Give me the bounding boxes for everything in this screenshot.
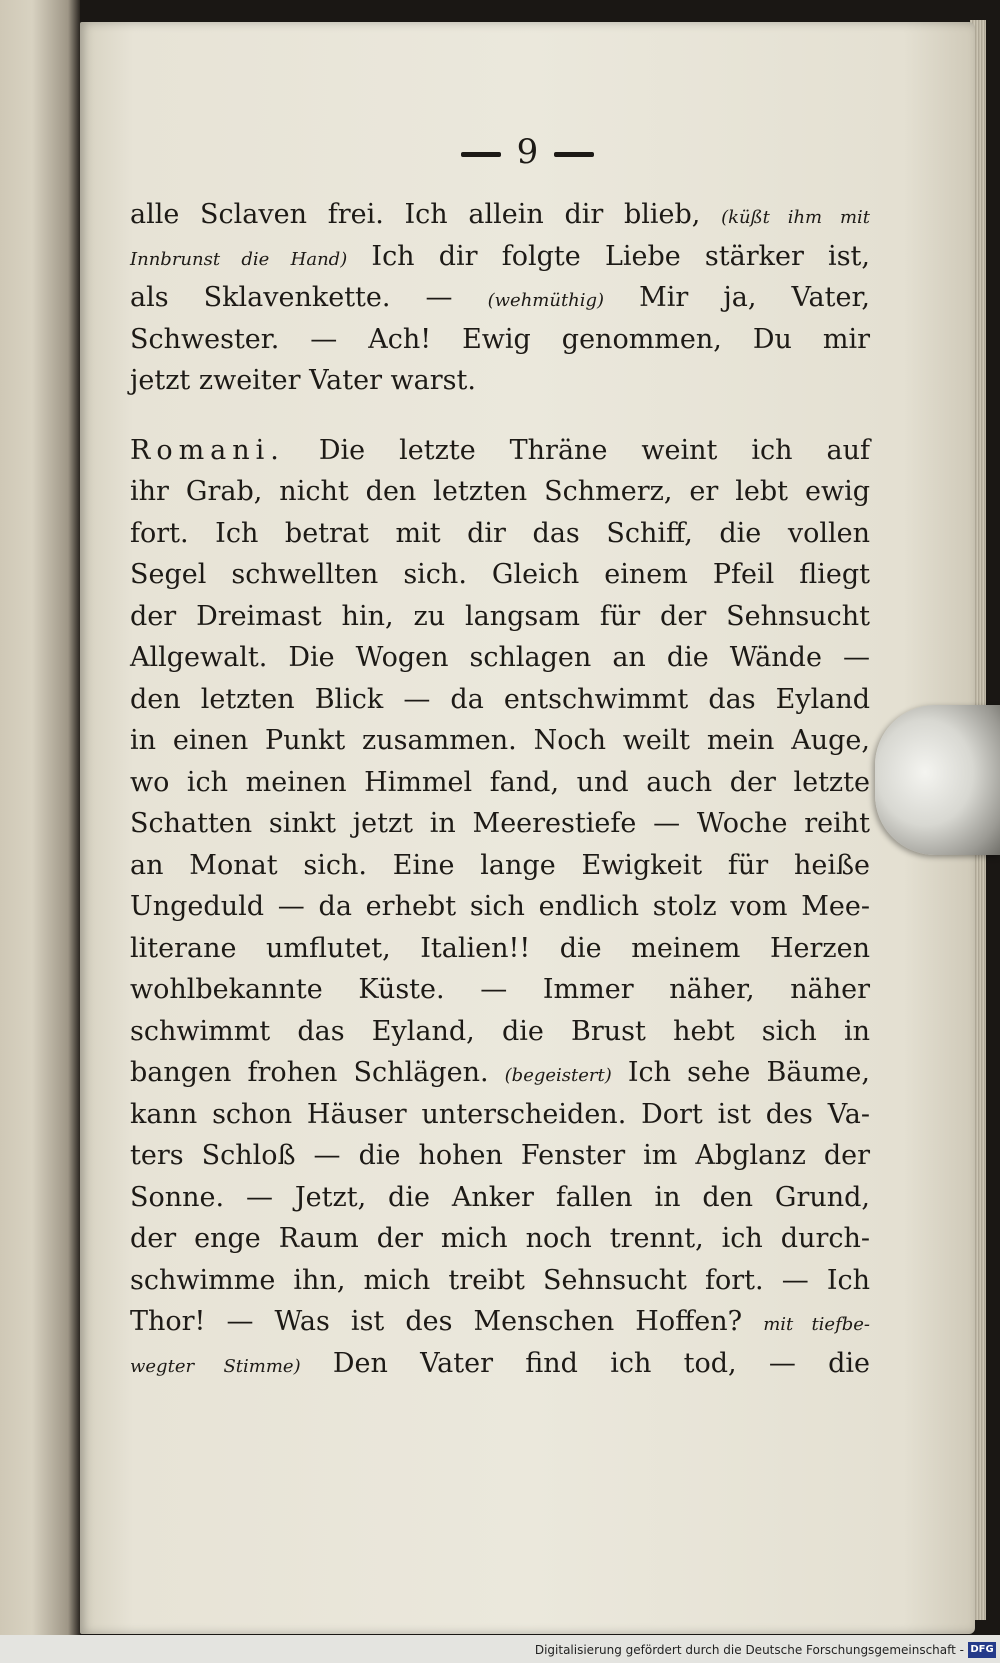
stage-direction: Innbrunst die Hand) [130,248,348,270]
text-line [130,236,870,278]
text-line [130,1218,870,1260]
stage-direction: (begeistert) [504,1065,612,1086]
text-line [130,319,870,361]
text-segment: schwimmt das Eyland, die Brust hebt sich in [130,1015,870,1047]
text-segment: der enge Raum der mich noch trennt, ich durch- [130,1223,870,1254]
text-line [130,1052,870,1094]
page-clip [875,705,1000,855]
text-segment: Allgewalt. Die Wogen schlagen an die Wände — [130,642,870,673]
stage-direction: (küßt ihm mit [721,207,871,228]
text-line [130,762,870,804]
text-line [130,1135,870,1177]
text-segment: Segel schwellten sich. Gleich einem Pfeil fliegt [130,559,870,590]
text-line [130,1177,870,1219]
text-segment: Den Vater find ich tod, — die [300,1347,870,1379]
text-line [130,845,870,887]
text-segment: Die letzte Thräne weint ich auf [284,434,870,466]
text-segment: wo ich meinen Himmel fand, und auch der letzte [130,766,870,798]
text-segment: ters Schloß — die hohen Fenster im Abglanz der [130,1140,870,1171]
text-line [130,969,870,1011]
text-line [130,928,870,970]
stage-direction: wegter Stimme) [130,1355,301,1377]
text-segment: literane umflutet, Italien!! die meinem Herzen [130,932,870,964]
text-line [130,596,870,638]
text-line [130,720,870,762]
text-line [130,679,870,721]
text-line [130,360,870,402]
text-line [130,194,870,236]
stage-direction: mit tiefbe- [763,1314,870,1335]
page-header [80,132,975,172]
text-line [130,1094,870,1136]
header-dash-left [461,152,501,157]
text-segment: bangen frohen Schlägen. [130,1057,505,1088]
stage-direction: (wehmüthig) [487,290,605,311]
text-segment: Ich sehe Bäume, [611,1057,870,1088]
text-segment: in einen Punkt zusammen. Noch weilt mein Auge, [130,725,870,756]
text-line [130,886,870,928]
text-line [130,430,870,472]
text-segment: fort. Ich betrat mit dir das Schiff, die vollen [130,517,870,549]
text-segment: Ich dir folgte Liebe stärker ist, [347,240,870,272]
text-line [130,471,870,513]
text-segment: kann schon Häuser unterscheiden. Dort ist des Va- [130,1098,870,1130]
text-segment: als Sklavenkette. — [130,282,488,313]
book-page [80,22,975,1634]
page-number: 9 [516,132,539,172]
text-segment: Mir ja, Vater, [604,282,870,313]
text-line [130,1343,870,1385]
text-line [130,277,870,319]
text-line [130,513,870,555]
text-segment: wohlbekannte Küste. — Immer näher, näher [130,974,870,1005]
text-segment: ihr Grab, nicht den letzten Schmerz, er lebt ewig [130,476,870,507]
text-segment: Schwester. — Ach! Ewig genommen, Du mir [130,323,870,355]
page-text-body [130,194,870,1384]
text-segment: Ungeduld — da erhebt sich endlich stolz vom Mee- [130,891,870,922]
text-segment: Thor! — Was ist des Menschen Hoffen? [130,1306,764,1337]
text-segment: der Dreimast hin, zu langsam für der Sehnsucht [130,600,870,632]
header-dash-right [554,152,594,157]
text-segment: den letzten Blick — da entschwimmt das Eyland [130,683,870,715]
facing-page-edge [0,0,80,1663]
dfg-logo: DFG [968,1642,996,1658]
text-segment: alle Sclaven frei. Ich allein dir blieb, [130,199,722,230]
text-line [130,1260,870,1302]
speaker-name: Romani. [130,434,285,466]
text-line [130,554,870,596]
text-line [130,637,870,679]
text-segment: jetzt zweiter Vater warst. [130,365,476,396]
text-segment: schwimme ihn, mich treibt Sehnsucht fort. — Ich [130,1264,870,1296]
text-segment: Sonne. — Jetzt, die Anker fallen in den Grund, [130,1181,870,1213]
footer-credit: Digitalisierung gefördert durch die Deutsche Forschungsgemeinschaft - [534,1643,964,1657]
text-line [130,1011,870,1053]
text-segment: Schatten sinkt jetzt in Meerestiefe — Woche reiht [130,808,870,839]
text-segment: an Monat sich. Eine lange Ewigkeit für heiße [130,849,870,881]
text-line [130,803,870,845]
text-line [130,1301,870,1343]
footer-bar [0,1635,1000,1663]
